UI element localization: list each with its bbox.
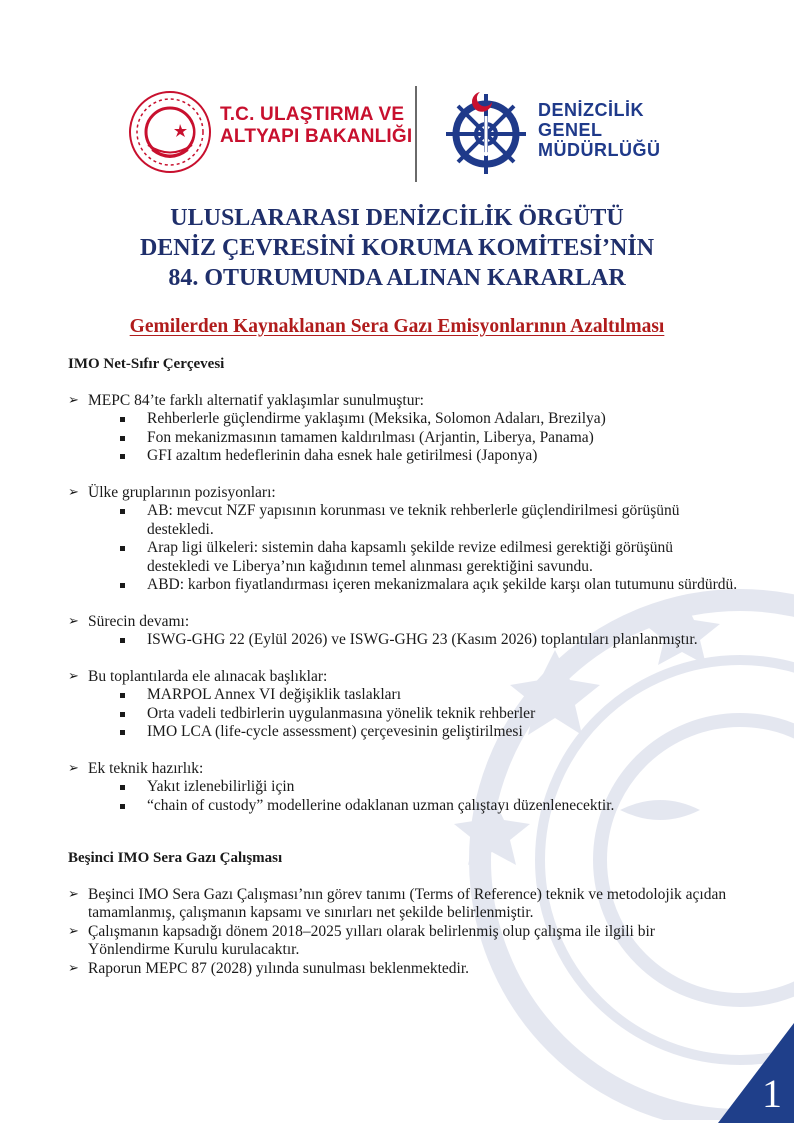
list-item (68, 797, 738, 816)
header-divider (415, 86, 417, 182)
header (0, 78, 794, 188)
list-item-text: Arap ligi ülkeleri: sistemin daha kapsamlı şekilde revize edilmesi gerektiği görüşünü destekledi ve Liberya’nın kağıdının temel alınması gerektiğini savundu. (147, 539, 674, 575)
group-label: MEPC 84’te farklı alternatif yaklaşımlar sunulmuştur: (88, 391, 424, 409)
arrow-item (68, 392, 738, 411)
arrow-item (68, 613, 738, 632)
square-bullet-icon (120, 693, 125, 698)
arrow-item (68, 886, 738, 923)
arrow-bullet-icon: ➢ (68, 760, 79, 776)
group-alternatives (68, 392, 738, 466)
arrow-bullet-icon: ➢ (68, 613, 79, 629)
title-line3: 84. OTURUMUNDA ALINAN KARARLAR (168, 265, 626, 291)
group-positions (68, 484, 738, 595)
arrow-item (68, 668, 738, 687)
arrow-item (68, 484, 738, 503)
list-item (68, 778, 738, 797)
square-bullet-icon (120, 417, 125, 422)
arrow-bullet-icon: ➢ (68, 960, 79, 976)
section-title: Gemilerden Kaynaklanan Sera Gazı Emisyonlarının Azaltılması (129, 316, 665, 337)
group-label: Sürecin devamı: (88, 612, 190, 630)
paragraph-text: Raporun MEPC 87 (2028) yılında sunulması beklenmektedir. (88, 959, 469, 977)
list-item (68, 447, 738, 466)
title-line2: DENİZ ÇEVRESİNİ KORUMA KOMİTESİ’NİN (139, 235, 655, 261)
list-item-text: ABD: karbon fiyatlandırması içeren mekanizmalara açık şekilde karşı olan tutumunu sürdürdü. (147, 576, 738, 593)
list-item (68, 410, 738, 429)
list-item-text: Fon mekanizmasının tamamen kaldırılması (Arjantin, Liberya, Panama) (147, 428, 594, 446)
list-item-text: Rehberlerle güçlendirme yaklaşımı (Meksika, Solomon Adaları, Brezilya) (147, 410, 606, 427)
square-bullet-icon (120, 785, 125, 790)
bullet-list (68, 410, 738, 466)
list-item (68, 576, 738, 595)
list-item (68, 502, 738, 539)
group-label: Bu toplantılarda ele alınacak başlıklar: (88, 667, 328, 685)
list-item-text: GFI azaltım hedeflerinin daha esnek hale getirilmesi (Japonya) (147, 447, 538, 464)
ministry-name-line2: ALTYAPI BAKANLIĞI (220, 126, 413, 147)
ministry-name-line1: T.C. ULAŞTIRMA VE (220, 104, 405, 125)
arrow-bullet-icon: ➢ (68, 392, 79, 408)
bullet-list (68, 631, 738, 650)
square-bullet-icon (120, 730, 125, 735)
list-item (68, 705, 738, 724)
square-bullet-icon (120, 454, 125, 459)
group-label: Ülke gruplarının pozisyonları: (88, 483, 276, 501)
part1-heading: IMO Net-Sıfır Çerçevesi (68, 356, 225, 372)
square-bullet-icon (120, 583, 125, 588)
group-label: Ek teknik hazırlık: (88, 759, 204, 777)
list-item (68, 631, 738, 650)
list-item-text: Orta vadeli tedbirlerin uygulanmasına yönelik teknik rehberler (147, 704, 536, 722)
paragraph-text: Çalışmanın kapsadığı dönem 2018–2025 yılları olarak belirlenmiş olup çalışma ile ilgili bir Yönlendirme Kurulu kurulacaktır. (88, 922, 655, 958)
title-line1: ULUSLARARASI DENİZCİLİK ÖRGÜTÜ (170, 205, 624, 231)
document-body (68, 355, 738, 978)
arrow-item (68, 960, 738, 979)
square-bullet-icon (120, 638, 125, 643)
ministry-emblem-icon (128, 90, 212, 174)
arrow-item (68, 923, 738, 960)
square-bullet-icon (120, 436, 125, 441)
list-item (68, 539, 738, 576)
document-title (0, 203, 794, 293)
list-item-text: “chain of custody” modellerine odaklanan uzman çalıştayı düzenlenecektir. (147, 796, 615, 814)
part2-heading: Beşinci IMO Sera Gazı Çalışması (68, 850, 283, 866)
square-bullet-icon (120, 509, 125, 514)
arrow-item (68, 760, 738, 779)
list-item (68, 429, 738, 448)
square-bullet-icon (120, 712, 125, 717)
arrow-bullet-icon: ➢ (68, 484, 79, 500)
list-item-text: MARPOL Annex VI değişiklik taslakları (147, 686, 402, 703)
ship-wheel-anchor-icon (440, 86, 532, 178)
square-bullet-icon (120, 804, 125, 809)
bullet-list (68, 502, 738, 595)
bullet-list (68, 778, 738, 815)
group-topics (68, 668, 738, 742)
page-corner-triangle (718, 1023, 794, 1123)
group-technical-prep (68, 760, 738, 816)
page-number: 1 (762, 1071, 782, 1116)
list-item (68, 723, 738, 742)
list-item-text: AB: mevcut NZF yapısının korunması ve teknik rehberlerle güçlendirilmesi görüşünü destekledi. (147, 502, 680, 538)
group-process (68, 613, 738, 650)
square-bullet-icon (120, 546, 125, 551)
arrow-bullet-icon: ➢ (68, 923, 79, 939)
list-item (68, 686, 738, 705)
list-item-text: ISWG-GHG 22 (Eylül 2026) ve ISWG-GHG 23 (Kasım 2026) toplantıları planlanmıştır. (147, 631, 698, 648)
ministry-name (220, 104, 412, 148)
list-item-text: IMO LCA (life-cycle assessment) çerçevesinin geliştirilmesi (147, 723, 523, 740)
dgm-name (538, 100, 660, 160)
paragraph-text: Beşinci IMO Sera Gazı Çalışması’nın görev tanımı (Terms of Reference) teknik ve metodolojik açıdan tamamlanmış, çalışmanın kapsamı ve sınırları net şekilde belirlenmiştir. (88, 885, 727, 921)
part2-list (68, 886, 738, 979)
dgm-name-line3: MÜDÜRLÜĞÜ (538, 140, 661, 160)
bullet-list (68, 686, 738, 742)
list-item-text: Yakıt izlenebilirliği için (147, 778, 295, 795)
arrow-bullet-icon: ➢ (68, 886, 79, 902)
arrow-bullet-icon: ➢ (68, 668, 79, 684)
dgm-name-line2: GENEL (538, 120, 603, 140)
dgm-name-line1: DENİZCİLİK (538, 100, 644, 120)
